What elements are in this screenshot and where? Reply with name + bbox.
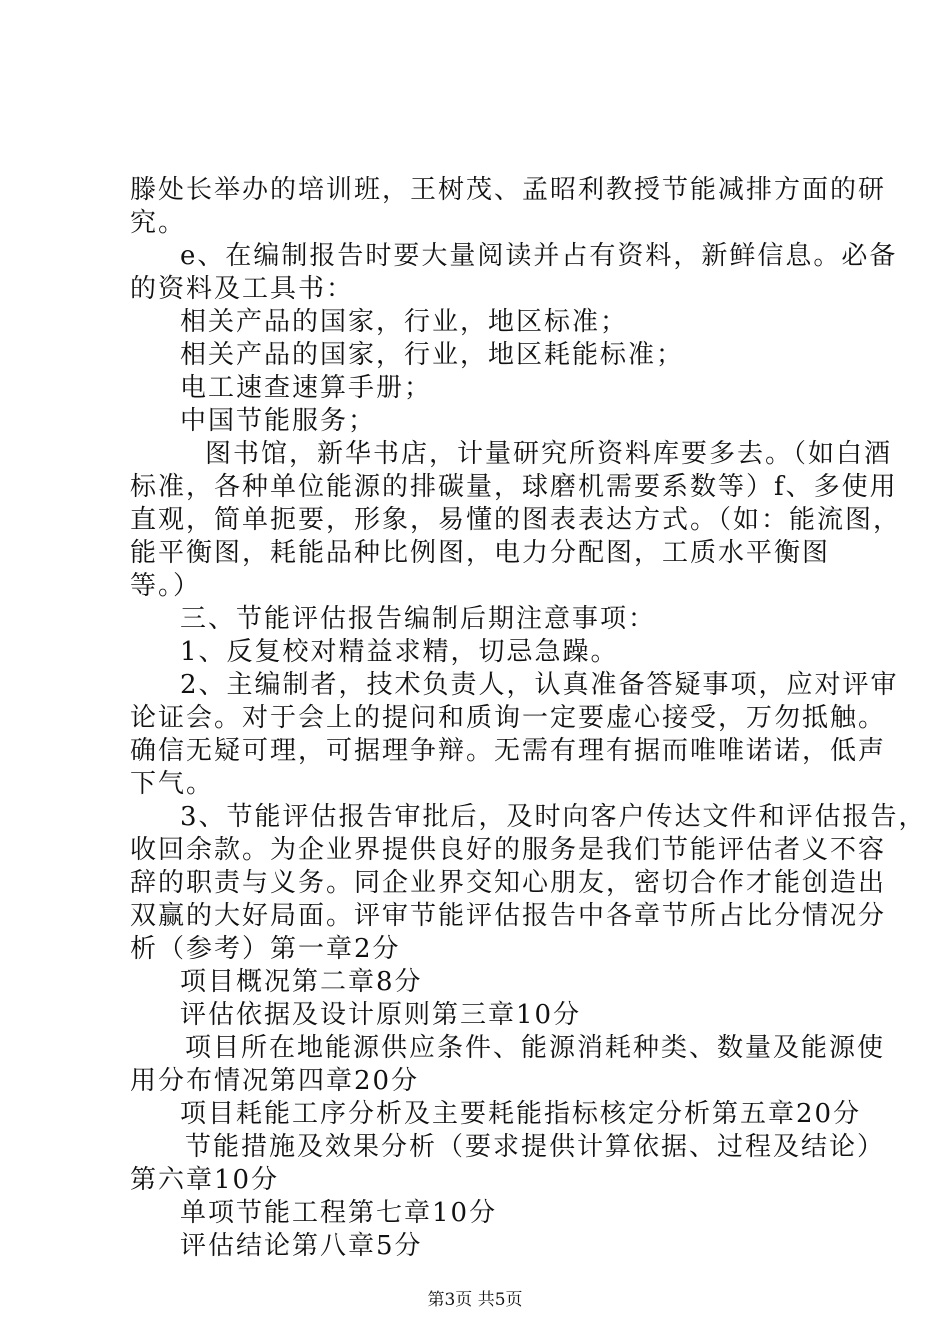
text-line-23: 双赢的大好局面。评审节能评估报告中各章节所占比分情况分 [130, 901, 887, 931]
text-line-5: 相关产品的国家，行业，地区标准； [180, 307, 629, 337]
text-line-17: 论证会。对于会上的提问和质询一定要虚心接受，万勿抵触。 [130, 703, 887, 733]
text-line-8: 中国节能服务； [180, 406, 377, 436]
text-line-26: 评估依据及设计原则第三章10分 [180, 1000, 582, 1030]
text-line-4: 的资料及工具书： [130, 274, 355, 304]
text-line-14: 三、节能评估报告编制后期注意事项： [180, 604, 657, 634]
text-line-13: 等。） [130, 571, 202, 601]
text-line-7: 电工速查速算手册； [180, 373, 433, 403]
text-line-30: 节能措施及效果分析（要求提供计算依据、过程及结论） [185, 1132, 886, 1162]
page-number-footer: 第3页 共5页 [427, 1290, 523, 1310]
text-line-6: 相关产品的国家，行业，地区耗能标准； [180, 340, 685, 370]
text-line-32: 单项节能工程第七章10分 [180, 1198, 498, 1228]
text-line-25: 项目概况第二章8分 [180, 967, 423, 997]
text-line-22: 辞的职责与义务。同企业界交知心朋友，密切合作才能创造出 [130, 868, 887, 898]
text-line-10: 标准，各种单位能源的排碳量，球磨机需要系数等）f、多使用 [130, 472, 898, 502]
text-line-9: 图书馆，新华书店，计量研究所资料库要多去。（如白酒 [205, 439, 893, 469]
text-line-15: 1、反复校对精益求精，切忌急躁。 [180, 637, 619, 667]
text-line-29: 项目耗能工序分析及主要耗能指标核定分析第五章20分 [180, 1099, 862, 1129]
text-line-24: 析（参考）第一章2分 [130, 934, 401, 964]
text-line-11: 直观，简单扼要，形象，易懂的图表表达方式。（如：能流图， [130, 505, 902, 535]
text-line-3: e、在编制报告时要大量阅读并占有资料，新鲜信息。必备 [180, 241, 898, 271]
text-line-33: 评估结论第八章5分 [180, 1231, 423, 1261]
text-line-12: 能平衡图，耗能品种比例图，电力分配图，工质水平衡图 [130, 538, 831, 568]
text-line-2: 究。 [130, 208, 187, 238]
text-line-21: 收回余款。为企业界提供良好的服务是我们节能评估者义不容 [130, 835, 887, 865]
text-line-20: 3、节能评估报告审批后，及时向客户传达文件和评估报告， [180, 802, 927, 832]
text-line-31: 第六章10分 [130, 1165, 280, 1195]
text-line-1: 滕处长举办的培训班，王树茂、孟昭利教授节能减排方面的研 [130, 175, 887, 205]
text-line-28: 用分布情况第四章20分 [130, 1066, 420, 1096]
text-line-27: 项目所在地能源供应条件、能源消耗种类、数量及能源使 [185, 1033, 886, 1063]
text-line-19: 下气。 [130, 769, 215, 799]
text-line-16: 2、主编制者，技术负责人，认真准备答疑事项，应对评审 [180, 670, 899, 700]
text-line-18: 确信无疑可理，可据理争辩。无需有理有据而唯唯诺诺，低声 [130, 736, 887, 766]
